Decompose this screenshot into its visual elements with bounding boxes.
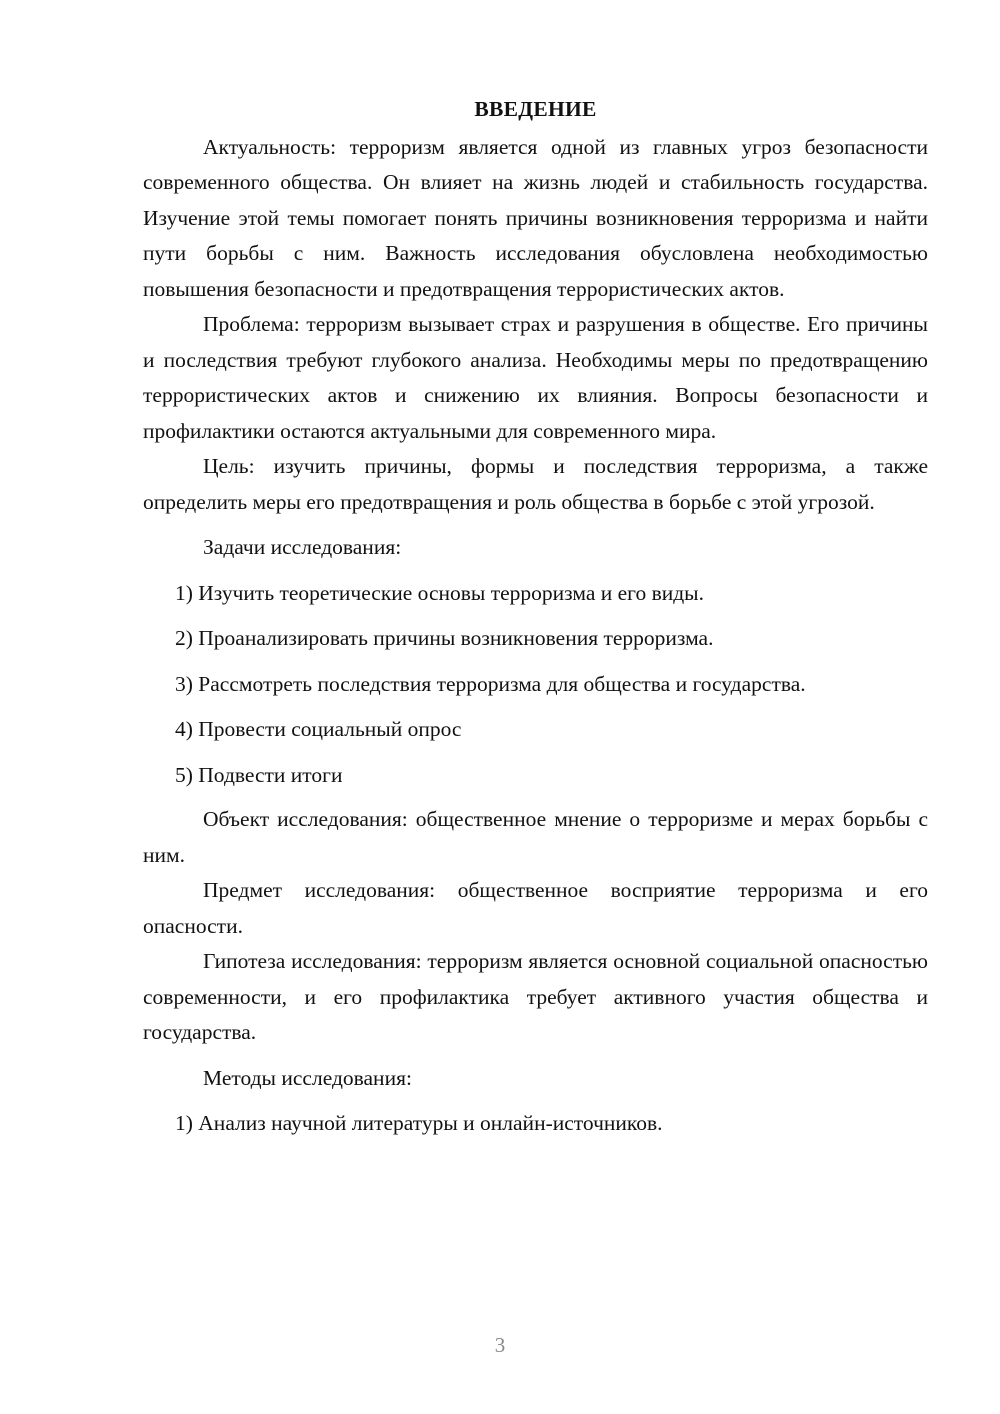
page-number: 3: [494, 1333, 506, 1357]
methods-list: [143, 1106, 928, 1142]
tasks-heading: Задачи исследования:: [203, 535, 402, 559]
list-item: 5) Подвести итоги: [175, 762, 343, 787]
hypothesis-paragraph: Гипотеза исследования: терроризм является основной социальной опасностью современности, и его профилактика требует активного участия общества и государства.: [143, 949, 928, 1044]
list-item: 1) Изучить теоретические основы терроризма и его виды.: [175, 580, 704, 605]
subject-paragraph: Предмет исследования: общественное восприятие терроризма и его опасности.: [143, 878, 928, 938]
relevance-paragraph: Актуальность: терроризм является одной из главных угроз безопасности современного общества. Он влияет на жизнь людей и стабильность государства. Изучение этой темы помогает понять причины возникновения терроризма и найти пути борьбы с ним. Важность исследования обусловлена необходимостью повышения безопасности и предотвращения террористических актов.: [143, 134, 928, 301]
goal-paragraph: Цель: изучить причины, формы и последствия терроризма, а также определить меры его предотвращения и роль общества в борьбе с этой угрозой.: [143, 454, 928, 514]
list-item: 4) Провести социальный опрос: [175, 717, 462, 741]
problem-paragraph: Проблема: терроризм вызывает страх и разрушения в обществе. Его причины и последствия требуют глубокого анализа. Необходимы меры по предотвращению террористических актов и снижению их влияния. Вопросы безопасности и профилактики остаются актуальными для современного мира.: [143, 312, 928, 443]
list-item: 1) Анализ научной литературы и онлайн-источников.: [175, 1111, 663, 1135]
list-item: 3) Рассмотреть последствия терроризма для общества и государства.: [175, 671, 806, 696]
document-title: ВВЕДЕНИЕ: [474, 97, 597, 121]
tasks-list: [143, 576, 928, 794]
methods-heading: Методы исследования:: [203, 1065, 412, 1090]
list-item: 2) Проанализировать причины возникновения терроризма.: [175, 626, 714, 650]
document-page: [143, 92, 928, 1142]
object-paragraph: Объект исследования: общественное мнение о терроризме и мерах борьбы с ним.: [143, 807, 928, 867]
